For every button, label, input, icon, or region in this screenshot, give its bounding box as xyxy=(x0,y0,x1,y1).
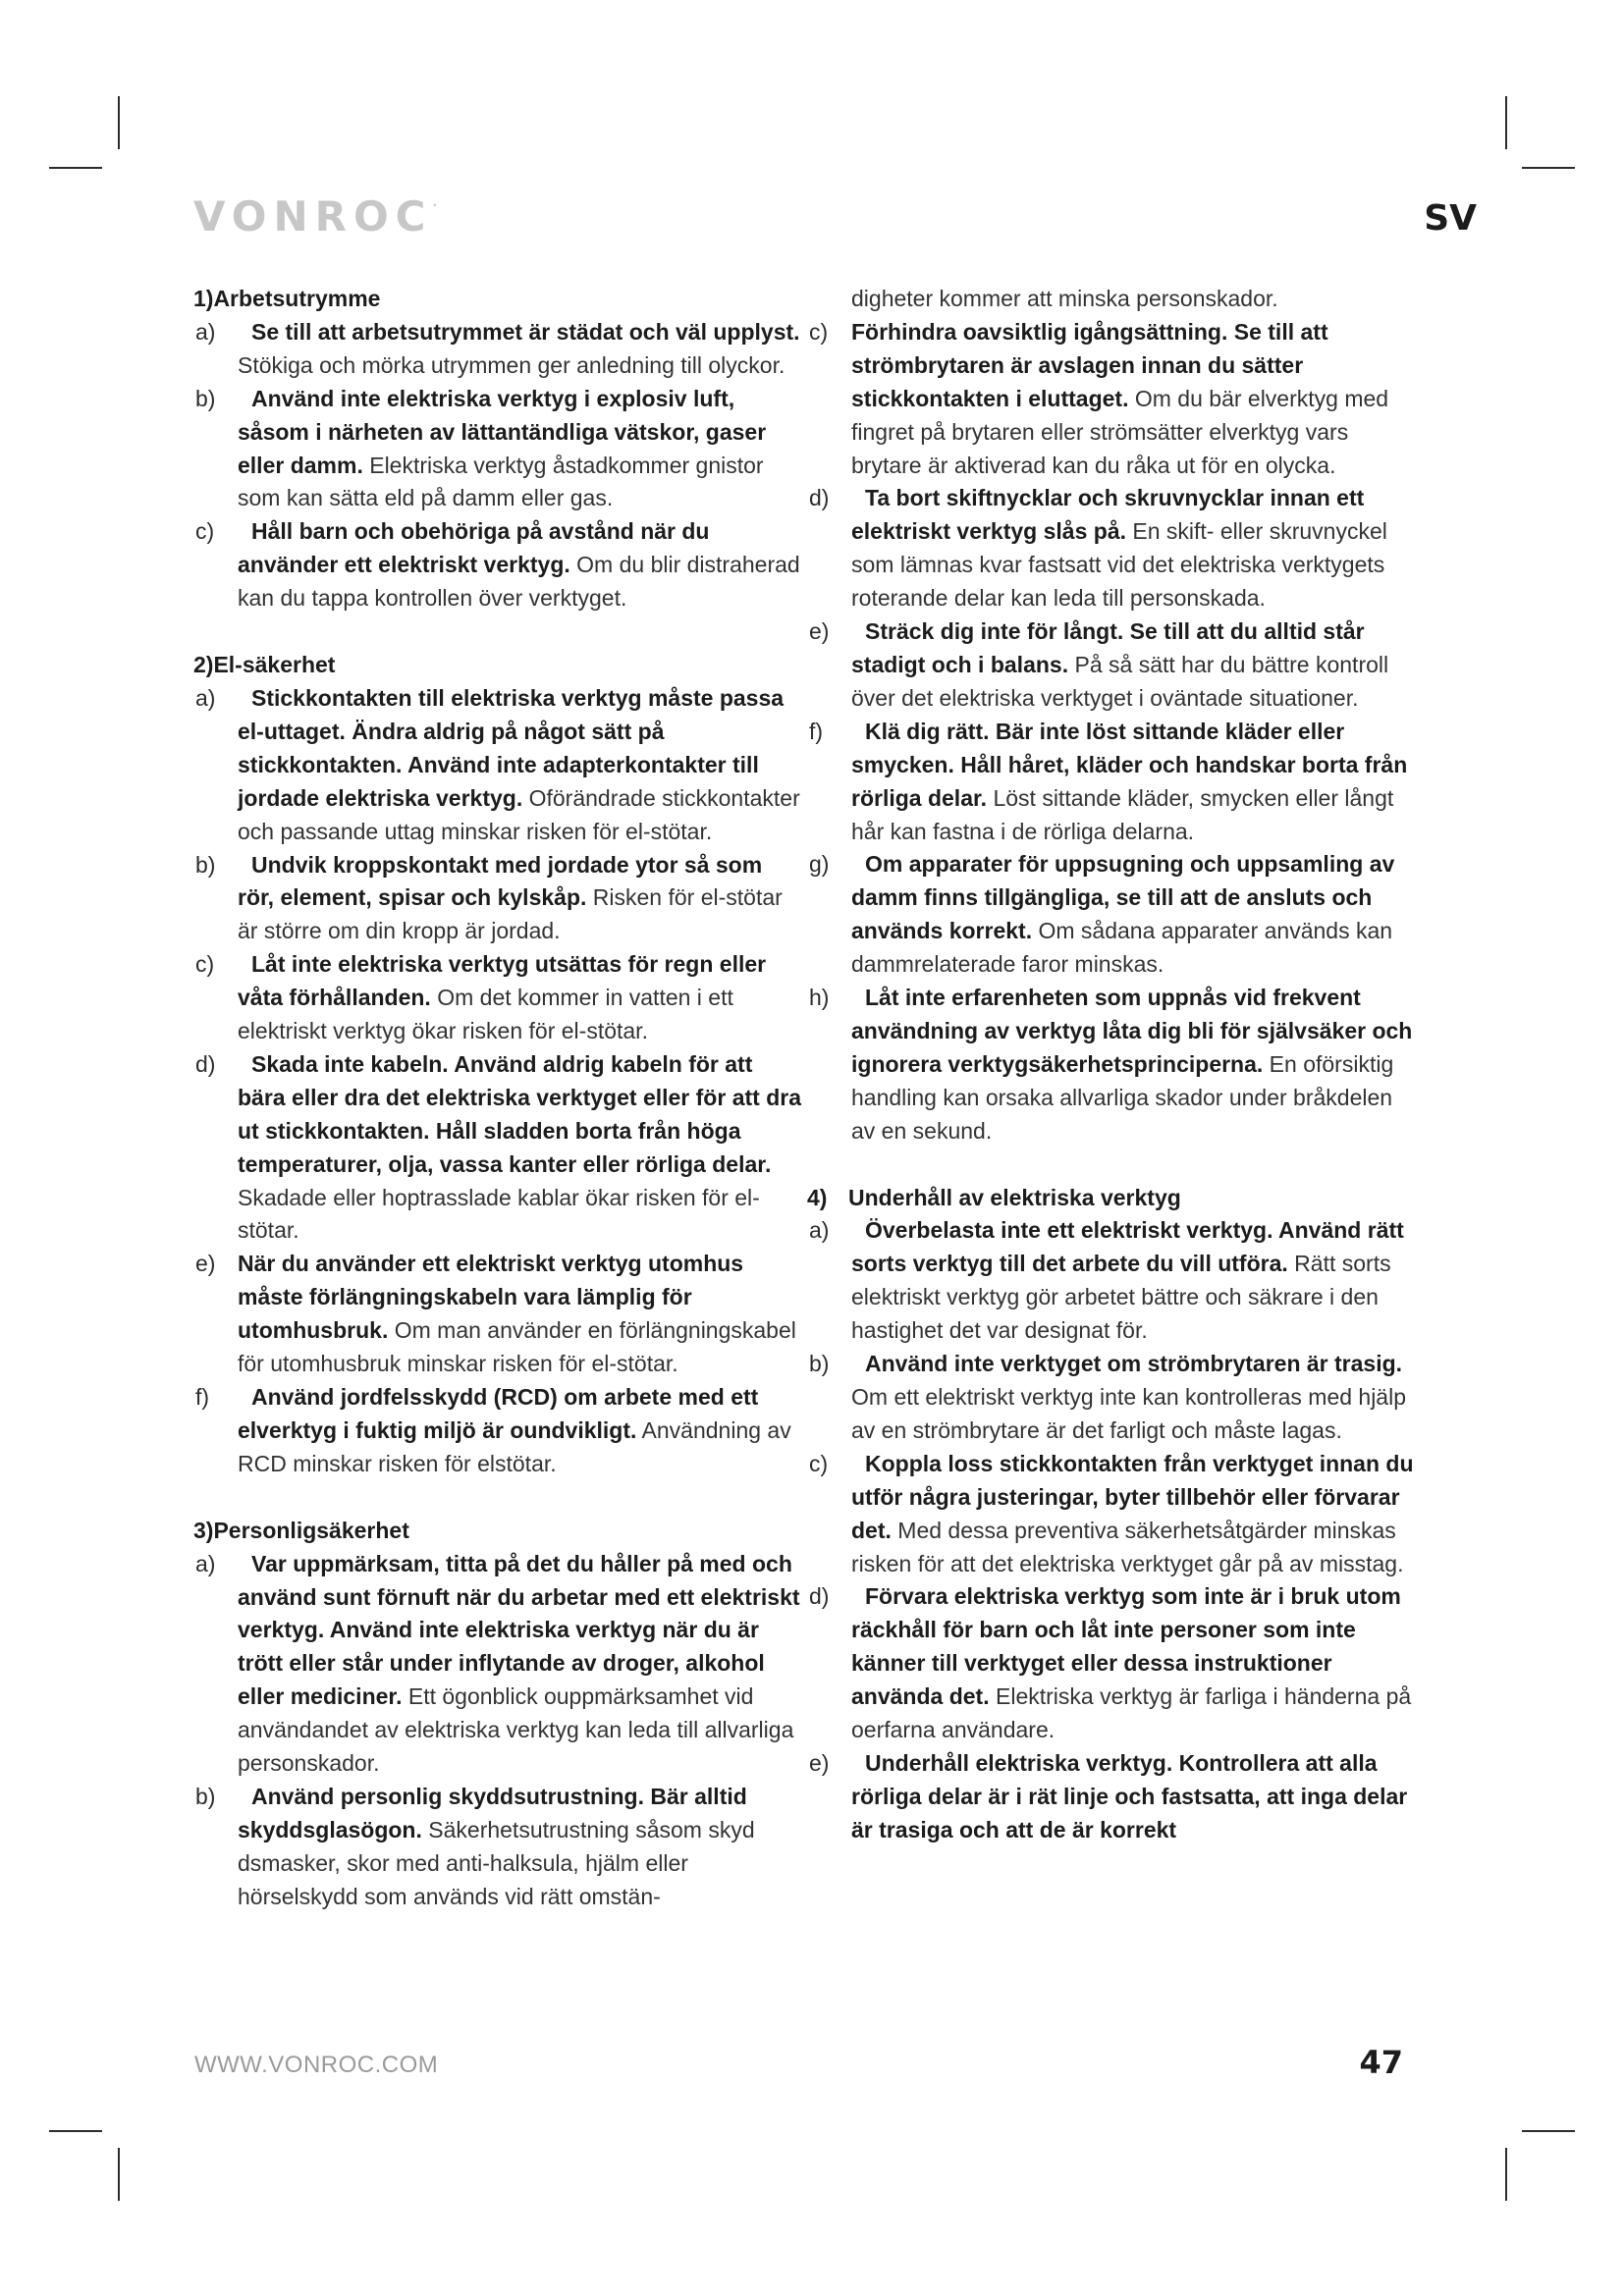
list-item: h) Låt inte erfarenheten som uppnås vid frekvent användning av verktyg låta dig bli för självsäker och ignorera verktygsäkerhetsprinciperna. En oförsiktig handling kan orsaka allvarliga skador under bråkdelen av en sekund. xyxy=(809,985,1413,1144)
section-heading-arbetsutrymme: 1)Arbetsutrymme xyxy=(193,286,381,311)
list-item: f) Använd jordfelsskydd (RCD) om arbete med ett elverktyg i fuktig miljö är oundvikligt. Användning av RCD minskar risken för elstötar. xyxy=(195,1384,791,1476)
list-item: a) Se till att arbetsutrymmet är städat och väl upplyst. Stökiga och mörka utrymmen ger anledning till olyckor. xyxy=(195,318,800,378)
footer-website: WWW.VONROC.COM xyxy=(194,2052,439,2078)
list-item: c) Förhindra oavsiktlig igångsättning. Se till att strömbrytaren är avslagen innan du sätter stickkontakten i eluttaget. Om du bär elverktyg med fingret på brytaren eller strömsätter elverktyg vars brytare är aktiverad kan du råka ut för en olycka. xyxy=(809,318,1389,478)
list-item: d) Ta bort skiftnycklar och skruvnycklar innan ett elektriskt verktyg slås på. En skift- eller skruvnyckel som lämnas kvar fastsatt vid det elektriska verktygets roterande delar kan leda till personskada. xyxy=(809,485,1387,612)
list-item: e) Sträck dig inte för långt. Se till att du alltid står stadigt och i balans. På så sätt har du bättre kontroll över det elektriska verktyget i oväntade situationer. xyxy=(809,618,1389,711)
list-item: b) Undvik kroppskontakt med jordade ytor så som rör, element, spisar och kylskåp. Risken för el-stötar är större om din kropp är jordad. xyxy=(195,851,783,944)
crop-mark-top-right-v xyxy=(1505,96,1507,149)
brand-logo: VONROC· xyxy=(193,192,438,240)
list-item: b) Använd personlig skyddsutrustning. Bär alltid skyddsglasögon. Säkerhetsutrustning såsom skyd dsmasker, skor med anti-halksula, hjälm eller hörselskydd som används vid rätt omstän- xyxy=(195,1783,755,1909)
list-item: c) Koppla loss stickkontakten från verktyget innan du utför några justeringar, byter tillbehör eller förvarar det. Med dessa preventiva säkerhetsåtgärder minskas risken för att det elektriska verktyget går på av misstag. xyxy=(809,1450,1414,1576)
crop-mark-top-left-v xyxy=(118,96,120,149)
crop-mark-top-left-h xyxy=(49,167,102,169)
section-heading-personligsakerhet: 3)Personligsäkerhet xyxy=(193,1517,409,1543)
crop-mark-bottom-left-v xyxy=(118,2148,120,2201)
right-column xyxy=(807,283,1421,1847)
section-heading-el-sakerhet: 2)El-säkerhet xyxy=(193,652,336,678)
list-item: a) Var uppmärksam, titta på det du håller på med och använd sunt förnuft när du arbetar med ett elektriskt verktyg. Använd inte elektriska verktyg när du är trött eller står under inflytande av droger, alkohol eller mediciner. Ett ögonblick ouppmärksamhet vid användandet av elektriska verktyg kan leda till allvarliga personskador. xyxy=(195,1550,800,1777)
list-item: e) Underhåll elektriska verktyg. Kontrollera att alla rörliga delar är i rät linje och fastsatta, att inga delar är trasiga och att de är korrekt xyxy=(809,1749,1408,1842)
crop-mark-bottom-right-h xyxy=(1522,2130,1575,2132)
page-number: 47 xyxy=(1359,2044,1403,2081)
left-column xyxy=(193,283,804,1914)
list-item: f) Klä dig rätt. Bär inte löst sittande kläder eller smycken. Håll håret, kläder och handskar borta från rörliga delar. Löst sittande kläder, smycken eller långt hår kan fastna i de rörliga delarna. xyxy=(809,718,1408,844)
crop-mark-top-right-h xyxy=(1522,167,1575,169)
list-item: c) Låt inte elektriska verktyg utsättas för regn eller våta förhållanden. Om det kommer in vatten i ett elektriskt verktyg ökar risken för el-stötar. xyxy=(195,951,767,1044)
language-code: SV xyxy=(1424,198,1477,239)
list-item: c) Håll barn och obehöriga på avstånd när du använder ett elektriskt verktyg. Om du blir distraherad kan du tappa kontrollen över verktyget. xyxy=(195,518,800,612)
crop-mark-bottom-left-h xyxy=(49,2130,102,2132)
list-item: a) Överbelasta inte ett elektriskt verktyg. Använd rätt sorts verktyg till det arbete du vill utföra. Rätt sorts elektriskt verktyg gör arbetet bättre och säkrare i den hastighet det var designat för. xyxy=(809,1217,1404,1344)
list-item: d) Förvara elektriska verktyg som inte är i bruk utom räckhåll för barn och låt inte personer som inte känner till verktyget eller dessa instruktioner använda det. Elektriska verktyg är farliga i händerna på oerfarna användare. xyxy=(809,1583,1412,1743)
list-item: e) När du använder ett elektriskt verktyg utomhus måste förlängningskabeln vara lämplig för utomhusbruk. Om man använder en förlängningskabel för utomhusbruk minskar risken för el-stötar. xyxy=(195,1251,796,1377)
continued-text: digheter kommer att minska personskador. xyxy=(851,286,1278,311)
section-heading-underhall: 4) Underhåll av elektriska verktyg xyxy=(807,1184,1181,1210)
list-item: g) Om apparater för uppsugning och uppsamling av damm finns tillgängliga, se till att de ansluts och används korrekt. Om sådana apparater används kan dammrelaterade faror minskas. xyxy=(809,851,1395,978)
list-item: b) Använd inte elektriska verktyg i explosiv luft, såsom i närheten av lättantändliga vätskor, gaser eller damm. Elektriska verktyg åstadkommer gnistor som kan sätta eld på damm eller gas. xyxy=(195,385,767,511)
crop-mark-bottom-right-v xyxy=(1505,2148,1507,2201)
list-item: b) Använd inte verktyget om strömbrytaren är trasig. Om ett elektriskt verktyg inte kan kontrolleras med hjälp av en strömbrytare är det farligt och måste lagas. xyxy=(809,1351,1407,1443)
list-item: a) Stickkontakten till elektriska verktyg måste passa el-uttaget. Ändra aldrig på något sätt på stickkontakten. Använd inte adapterkontakter till jordade elektriska verktyg. Oförändrade stickkontakter och passande uttag minskar risken för el-stötar. xyxy=(195,684,800,844)
list-item: d) Skada inte kabeln. Använd aldrig kabeln för att bära eller dra det elektriska verktyget eller för att dra ut stickkontakten. Håll sladden borta från höga temperaturer, olja, vassa kanter eller rörliga delar. Skadade eller hoptrasslade kablar ökar risken för el-stötar. xyxy=(195,1050,801,1244)
